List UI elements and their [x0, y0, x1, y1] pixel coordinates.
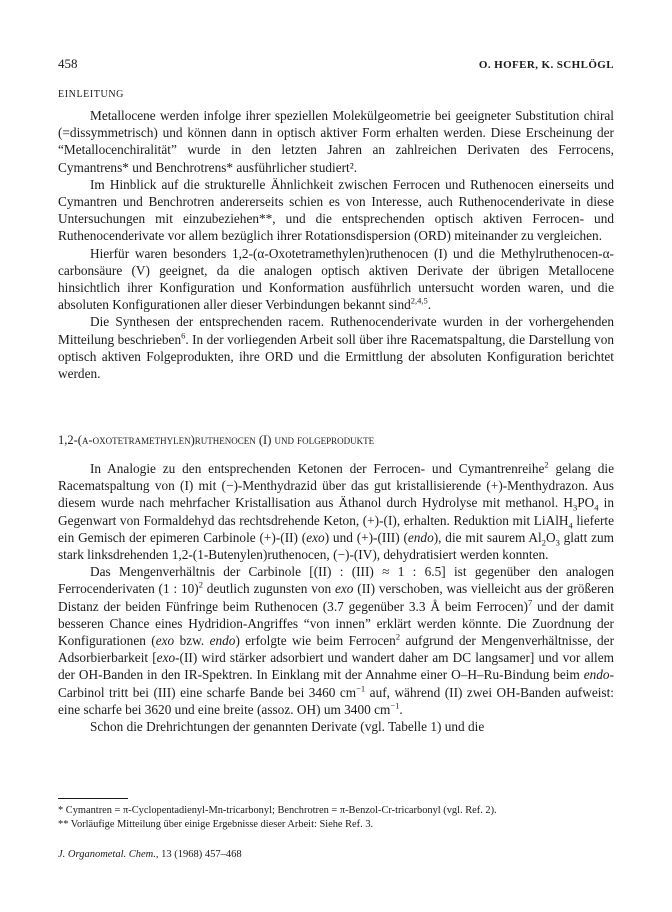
- paragraph-4: Die Synthesen der entsprechenden racem. Ruthenocenderivate wurden in der vorhergehenden Mitteilung beschrieben$^6$. In der vorliegenden Arbeit soll über ihre Racematspaltung, die Darstellung von optisch aktiven Folgeprodukten, ihre ORD und die Ermittlung der absoluten Konfiguration berichtet werden.: [58, 314, 614, 382]
- results-heading: 1,2-(α-oxotetramethylen)ruthenocen (I) und folgeprodukte: [58, 433, 375, 447]
- footnote-rule: [58, 798, 128, 799]
- running-head: O. HOFER, K. SCHLÖGL: [478, 59, 614, 71]
- paragraph-2: Im Hinblick auf die strukturelle Ähnlichkeit zwischen Ferrocen und Ruthenocen einerseits und Cymantren und Benchrotren andererseits schien es von Interesse, auch Ruthenocenderivate in diese Untersuchungen mit einzubeziehen**, und die entsprechenden optisch aktiven Ferrocen- und Ruthenocenderivate vor allem bezüglich ihrer Rotationsdispersion (ORD) miteinander zu vergleichen.: [58, 176, 614, 244]
- paragraph-6: Das Mengenverhältnis der Carbinole [(II) : (III) ≈ 1 : 6.5] ist gegenüber den analogen Ferrocenderivaten (1 : 10)$^2$ deutlich zugunsten von exo (II) verschoben, was vielleicht aus der größeren Distanz der beiden Fünfringe beim Ruthenocen (3.7 gegenüber 3.3 Å beim Ferrocen)$^7$ und der damit besseren Chance eines Hydridion-Angriffes “von innen” erklärt werden könnte. Die Zuordnung der Konfigurationen (exo bzw. endo) erfolgte wie beim Ferrocen$^2$ aufgrund der Mengenverhältnisse, der Adsorbierbarkeit [exo-(II) wird stärker adsorbiert und wandert daher am DC langsamer] und vor allem der OH-Banden in den IR-Spektren. In Einklang mit der Annahme einer O–H–Ru-Bindung beim endo-Carbinol tritt bei (III) eine scharfe Bande bei 3460 $cm^{-1}$ auf, während (II) zwei OH-Banden aufweist: eine scharfe bei 3620 und eine breite (assoz. OH) um 3400 $cm^{-1}$.: [58, 564, 615, 717]
- intro-section: [58, 107, 614, 382]
- footnotes: [58, 804, 614, 832]
- journal-volume-pages: , 13 (1968) 457–468: [155, 849, 242, 860]
- footnote-1: * Cymantren = π-Cyclopentadienyl-Mn-tricarbonyl; Benchrotren = π-Benzol-Cr-tricarbonyl (vgl. Ref. 2).: [58, 805, 497, 816]
- paragraph-3: Hierfür waren besonders 1,2-(α-Oxotetramethylen)ruthenocen (I) und die Methylruthenocen-α-carbonsäure (V) geeignet, da die analogen optisch aktiven Derivate der übrigen Metallocene hinsichtlich ihrer Konfiguration und Konformation ausführlich untersucht worden waren, und die absoluten Konfigurationen aller dieser Verbindungen bekannt sind$^{2,4,5}$.: [58, 245, 614, 313]
- page-header: [58, 56, 614, 72]
- footnote-2: ** Vorläufige Mitteilung über einige Ergebnisse dieser Arbeit: Siehe Ref. 3.: [58, 819, 374, 830]
- results-section: [58, 460, 614, 735]
- journal-citation: [58, 849, 242, 860]
- intro-heading: EINLEITUNG: [58, 89, 124, 100]
- journal-name: J. Organometal. Chem.: [58, 849, 156, 860]
- paragraph-7: Schon die Drehrichtungen der genannten Derivate (vgl. Tabelle 1) und die: [90, 719, 485, 735]
- paragraph-1: Metallocene werden infolge ihrer speziellen Molekülgeometrie bei geeigneter Substitution chiral (=dissymmetrisch) und können dann in optisch aktiver Form erhalten werden. Diese Erscheinung der “Metallocenchiralität” wurde in den letzten Jahren an zahlreichen Derivaten des Ferrocens, Cymantrens* und Benchrotrens* ausführlicher studiert².: [58, 108, 614, 175]
- paragraph-5: In Analogie zu den entsprechenden Ketonen der Ferrocen- und Cymantrenreihe$^2$ gelang die Racematspaltung von (I) mit (−)-Menthydrazid über das gut kristallisierende (+)-Menthydrazon. Aus diesem wurde nach mehrfacher Kristallisation aus Äthanol durch Hydrolyse mit methanol. $H_3PO_4$ in Gegenwart von Formaldehyd das rechtsdrehende Keton, (+)-(I), erhalten. Reduktion mit LiAlH$_4$ lieferte ein Gemisch der epimeren Carbinole (+)-(II) (exo) und (+)-(III) (endo), die mit saurem $Al_2O_3$ glatt zum stark linksdrehenden 1,2-(1-Butenylen)ruthenocen, (−)-(IV), dehydratisiert werden konnten.: [58, 459, 615, 563]
- page-number: 458: [58, 56, 78, 71]
